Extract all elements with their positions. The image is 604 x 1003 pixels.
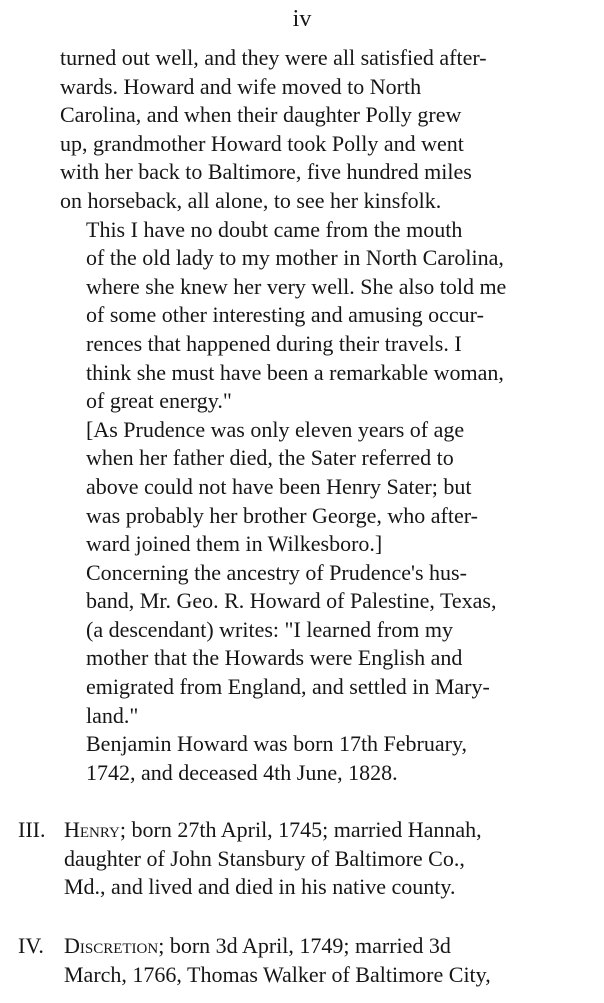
entry-numeral: IV. (18, 933, 44, 958)
text-line: (a descendant) writes: "I learned from my (86, 616, 453, 642)
text-line: [As Prudence was only eleven years of age (86, 416, 465, 442)
entry-first-line-text: ; born 3d April, 1749; married 3d (158, 933, 451, 958)
text-line: think she must have been a remarkable woman, (86, 359, 504, 385)
page-number: iv (292, 6, 312, 32)
text-line: ward joined them in Wilkesboro.] (86, 531, 383, 557)
entry-first-line (64, 932, 588, 961)
text-line: land." (86, 702, 139, 728)
genealogy-entry-henry (18, 816, 588, 902)
text-line: wards. Howard and wife moved to North (60, 73, 422, 99)
genealogy-entry-discretion (18, 932, 588, 989)
text-line: Benjamin Howard was born 17th February, (86, 731, 468, 757)
paragraph (60, 730, 590, 787)
text-line: band, Mr. Geo. R. Howard of Palestine, Texas, (86, 588, 497, 614)
text-line: when her father died, the Sater referred to (86, 445, 454, 471)
text-line: with her back to Baltimore, five hundred miles (60, 159, 472, 185)
entry-body (64, 816, 588, 902)
entry-name: Discretion (64, 933, 159, 958)
text-line: was probably her brother George, who after- (86, 502, 478, 528)
text-line: Concerning the ancestry of Prudence's hus- (86, 559, 467, 585)
text-line: of great energy." (86, 388, 232, 414)
text-line: Md., and lived and died in his native county. (64, 874, 456, 900)
text-line: on horseback, all alone, to see her kinsfolk. (60, 187, 442, 213)
text-line: daughter of John Stansbury of Baltimore Co., (64, 845, 465, 871)
text-line: turned out well, and they were all satisfied after- (60, 45, 487, 70)
entry-numeral: III. (18, 817, 46, 842)
text-line: This I have no doubt came from the mouth (86, 216, 463, 242)
entry-body (64, 932, 588, 989)
paragraph (60, 416, 590, 559)
paragraph (60, 559, 590, 731)
text-line: mother that the Howards were English and (86, 645, 463, 671)
paragraph (60, 216, 590, 416)
text-line: of some other interesting and amusing occur- (86, 302, 484, 328)
text-line: where she knew her very well. She also told me (86, 273, 507, 299)
text-line: March, 1766, Thomas Walker of Baltimore City, (64, 961, 491, 987)
body-text (60, 44, 590, 787)
text-line: 1742, and deceased 4th June, 1828. (86, 759, 398, 785)
text-line: of the old lady to my mother in North Carolina, (86, 245, 504, 271)
entry-first-line (64, 816, 588, 845)
text-line: rences that happened during their travels. I (86, 330, 462, 356)
text-line: above could not have been Henry Sater; but (86, 473, 472, 499)
text-line: Carolina, and when their daughter Polly grew (60, 102, 462, 128)
text-line: up, grandmother Howard took Polly and went (60, 130, 464, 156)
text-line: emigrated from England, and settled in Mary- (86, 674, 490, 700)
paragraph (60, 44, 590, 216)
entry-name: Henry (64, 817, 120, 842)
entry-first-line-text: ; born 27th April, 1745; married Hannah, (119, 817, 482, 842)
